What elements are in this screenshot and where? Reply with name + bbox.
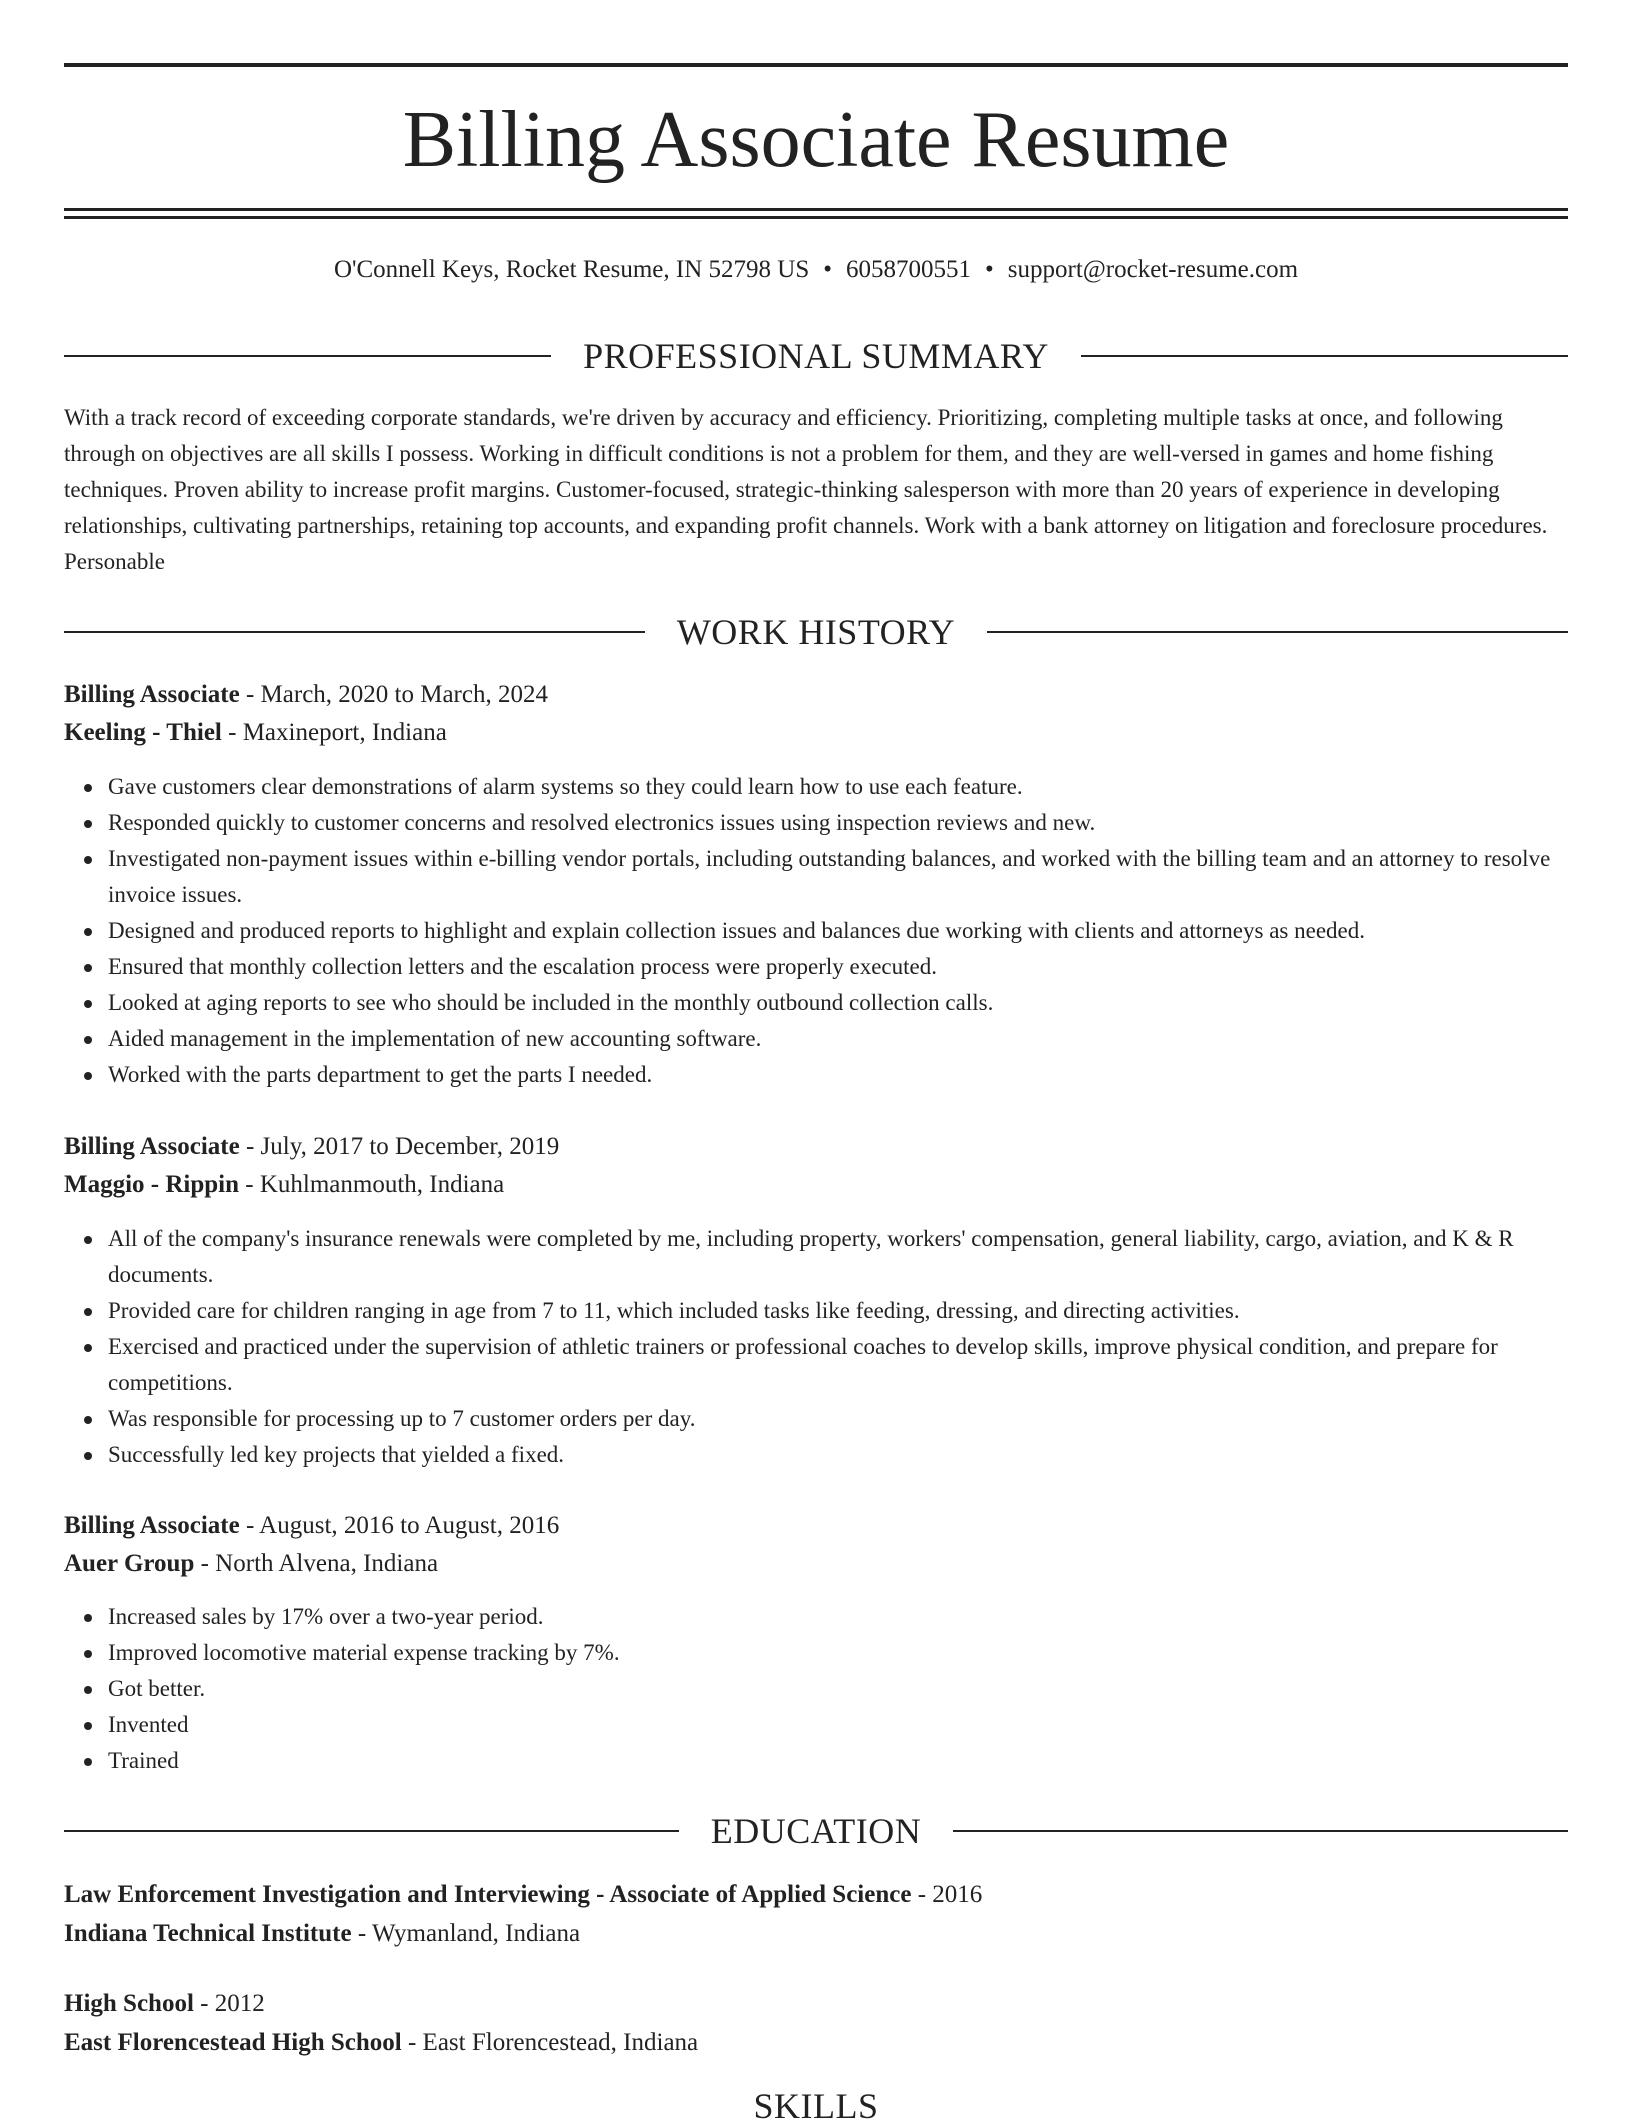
job-location: - North Alvena, Indiana [194,1550,439,1577]
resume-title: Billing Associate Resume [402,96,1230,184]
job-title-line [64,1510,1568,1542]
job-bullets [64,1599,1568,1779]
education-school-line [64,1918,1568,1950]
list-item: Successfully led key projects that yielded a fixed. [108,1437,1568,1473]
contact-separator: • [823,256,832,283]
list-item: Gave customers clear demonstrations of alarm systems so they could learn how to use each feature. [108,769,1568,805]
job-title-line [64,1131,1568,1163]
section-title-work-history: WORK HISTORY [676,612,956,652]
job-dates: - July, 2017 to December, 2019 [239,1133,560,1160]
job-title: Billing Associate [64,681,240,708]
contact-address: O'Connell Keys, Rocket Resume, IN 52798 US [333,256,810,283]
job-dates: - August, 2016 to August, 2016 [239,1512,560,1539]
education-school-line [64,2027,1568,2059]
section-title-skills: SKILLS [753,2086,879,2126]
section-heading-education [64,1811,1568,1851]
section-heading-summary [64,336,1568,376]
education-degree: High School [64,1990,194,2017]
section-heading-skills [64,2086,1568,2126]
education-degree-line [64,1988,1568,2020]
job-company: Keeling - Thiel [64,719,222,746]
heading-rule-left [64,355,551,357]
list-item: Improved locomotive material expense tracking by 7%. [108,1635,1568,1671]
job-company: Auer Group [64,1550,195,1577]
education-degree-line [64,1879,1568,1911]
list-item: Responded quickly to customer concerns and resolved electronics issues using inspection reviews and new. [108,805,1568,841]
list-item: Invented [108,1707,1568,1743]
list-item: Exercised and practiced under the supervision of athletic trainers or professional coaches to develop skills, improve physical condition, and prepare for competitions. [108,1329,1568,1401]
job-location: - Maxineport, Indiana [221,719,447,746]
job-title: Billing Associate [64,1133,240,1160]
heading-rule-right [953,1830,1568,1832]
summary-paragraph: With a track record of exceeding corporate standards, we're driven by accuracy and efficiency. Prioritizing, completing multiple tasks at once, and following through on objectives are all skills I possess. Working in difficult conditions is not a problem for them, and they are well-versed in games and home fishing techniques. Proven ability to increase profit margins. Customer-focused, strategic-thinking salesperson with more than 20 years of experience in developing relationships, cultivating partnerships, retaining top accounts, and expanding profit channels. Work with a bank attorney on litigation and foreclosure procedures. Personable [64,405,1548,574]
title-rule-upper [64,208,1568,211]
education-location: - East Florencestead, Indiana [401,2029,699,2056]
job-company-line [64,717,1568,749]
list-item: Was responsible for processing up to 7 customer orders per day. [108,1401,1568,1437]
heading-rule-left [64,1830,679,1832]
section-title-education: EDUCATION [710,1811,922,1851]
list-item: Looked at aging reports to see who should be included in the monthly outbound collection calls. [108,985,1568,1021]
job-bullets [64,1221,1568,1473]
list-item: Investigated non-payment issues within e-billing vendor portals, including outstanding balances, and worked with the billing team and an attorney to resolve invoice issues. [108,841,1568,913]
job-company-line [64,1169,1568,1201]
list-item: Ensured that monthly collection letters and the escalation process were properly executed. [108,949,1568,985]
contact-line [64,254,1568,286]
heading-rule-left [64,631,645,633]
section-heading-work-history [64,612,1568,652]
education-degree: Law Enforcement Investigation and Interviewing - Associate of Applied Science [64,1881,912,1908]
education-school: East Florencestead High School [64,2029,402,2056]
job-bullets [64,769,1568,1093]
list-item: Trained [108,1743,1568,1779]
contact-email: support@rocket-resume.com [1007,256,1299,283]
education-location: - Wymanland, Indiana [351,1920,581,1947]
list-item: Increased sales by 17% over a two-year period. [108,1599,1568,1635]
title-rule-lower [64,216,1568,219]
education-year: - 2016 [911,1881,983,1908]
contact-separator: • [985,256,994,283]
top-rule [64,63,1568,67]
education-school: Indiana Technical Institute [64,1920,352,1947]
list-item: Worked with the parts department to get the parts I needed. [108,1057,1568,1093]
contact-phone: 6058700551 [846,256,971,283]
education-year: - 2012 [193,1990,265,2017]
job-company: Maggio - Rippin [64,1171,240,1198]
list-item: Aided management in the implementation of new accounting software. [108,1021,1568,1057]
list-item: Provided care for children ranging in age from 7 to 11, which included tasks like feeding, dressing, and directing activities. [108,1293,1568,1329]
job-location: - Kuhlmanmouth, Indiana [239,1171,505,1198]
heading-rule-right [987,631,1568,633]
job-title: Billing Associate [64,1512,240,1539]
section-title-summary: PROFESSIONAL SUMMARY [583,336,1049,376]
job-company-line [64,1548,1568,1580]
job-title-line [64,679,1568,711]
job-dates: - March, 2020 to March, 2024 [239,681,548,708]
list-item: Designed and produced reports to highlight and explain collection issues and balances due working with clients and attorneys as needed. [108,913,1568,949]
list-item: Got better. [108,1671,1568,1707]
list-item: All of the company's insurance renewals were completed by me, including property, workers' compensation, general liability, cargo, aviation, and K & R documents. [108,1221,1568,1293]
heading-rule-right [1081,355,1568,357]
